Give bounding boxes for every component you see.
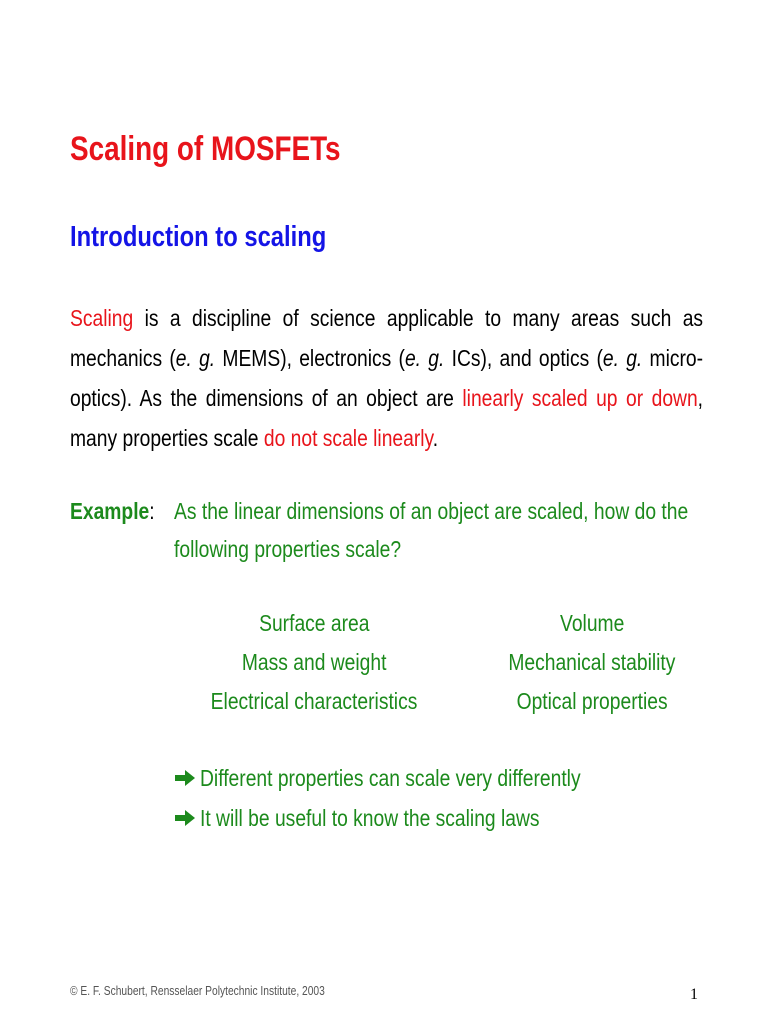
section-subtitle: Introduction to scaling bbox=[70, 221, 327, 253]
properties-left-column bbox=[164, 604, 464, 721]
intro-paragraph bbox=[70, 298, 703, 458]
highlight-linearly-scaled: linearly scaled up or down bbox=[462, 385, 698, 411]
property-item: Mass and weight bbox=[241, 649, 387, 675]
example-label: Example: bbox=[70, 498, 155, 524]
property-item: Surface area bbox=[258, 610, 370, 636]
highlight-not-linear: do not scale linearly bbox=[263, 425, 433, 451]
bullet-item: It will be useful to know the scaling laws bbox=[174, 798, 664, 838]
slide-title: Scaling of MOSFETs bbox=[70, 130, 341, 168]
conclusion-bullets bbox=[174, 758, 664, 838]
highlight-scaling: Scaling bbox=[70, 305, 134, 331]
property-item: Electrical characteristics bbox=[210, 688, 418, 714]
paragraph-line-1: Scaling is a discipline of science applicable to many areas such as bbox=[70, 305, 704, 331]
paragraph-line-3: optics). As the dimensions of an object are linearly scaled up or down, bbox=[70, 385, 704, 411]
property-item: Volume bbox=[559, 610, 625, 636]
paragraph-line-4: many properties scale do not scale linearly. bbox=[70, 425, 439, 451]
paragraph-line-2: mechanics (e. g. MEMS), electronics (e. g. ICs), and optics (e. g. micro- bbox=[70, 345, 704, 371]
example-question: As the linear dimensions of an object are scaled, how do the following properties scale? bbox=[174, 498, 689, 562]
property-item: Optical properties bbox=[516, 688, 668, 714]
arrow-right-icon bbox=[174, 769, 196, 787]
footer-copyright: © E. F. Schubert, Rensselaer Polytechnic Institute, 2003 bbox=[70, 984, 325, 998]
property-item: Mechanical stability bbox=[508, 649, 676, 675]
page-number: 1 bbox=[690, 986, 698, 1003]
bullet-item: Different properties can scale very differently bbox=[174, 758, 664, 798]
properties-right-column bbox=[472, 604, 712, 721]
arrow-right-icon bbox=[174, 809, 196, 827]
